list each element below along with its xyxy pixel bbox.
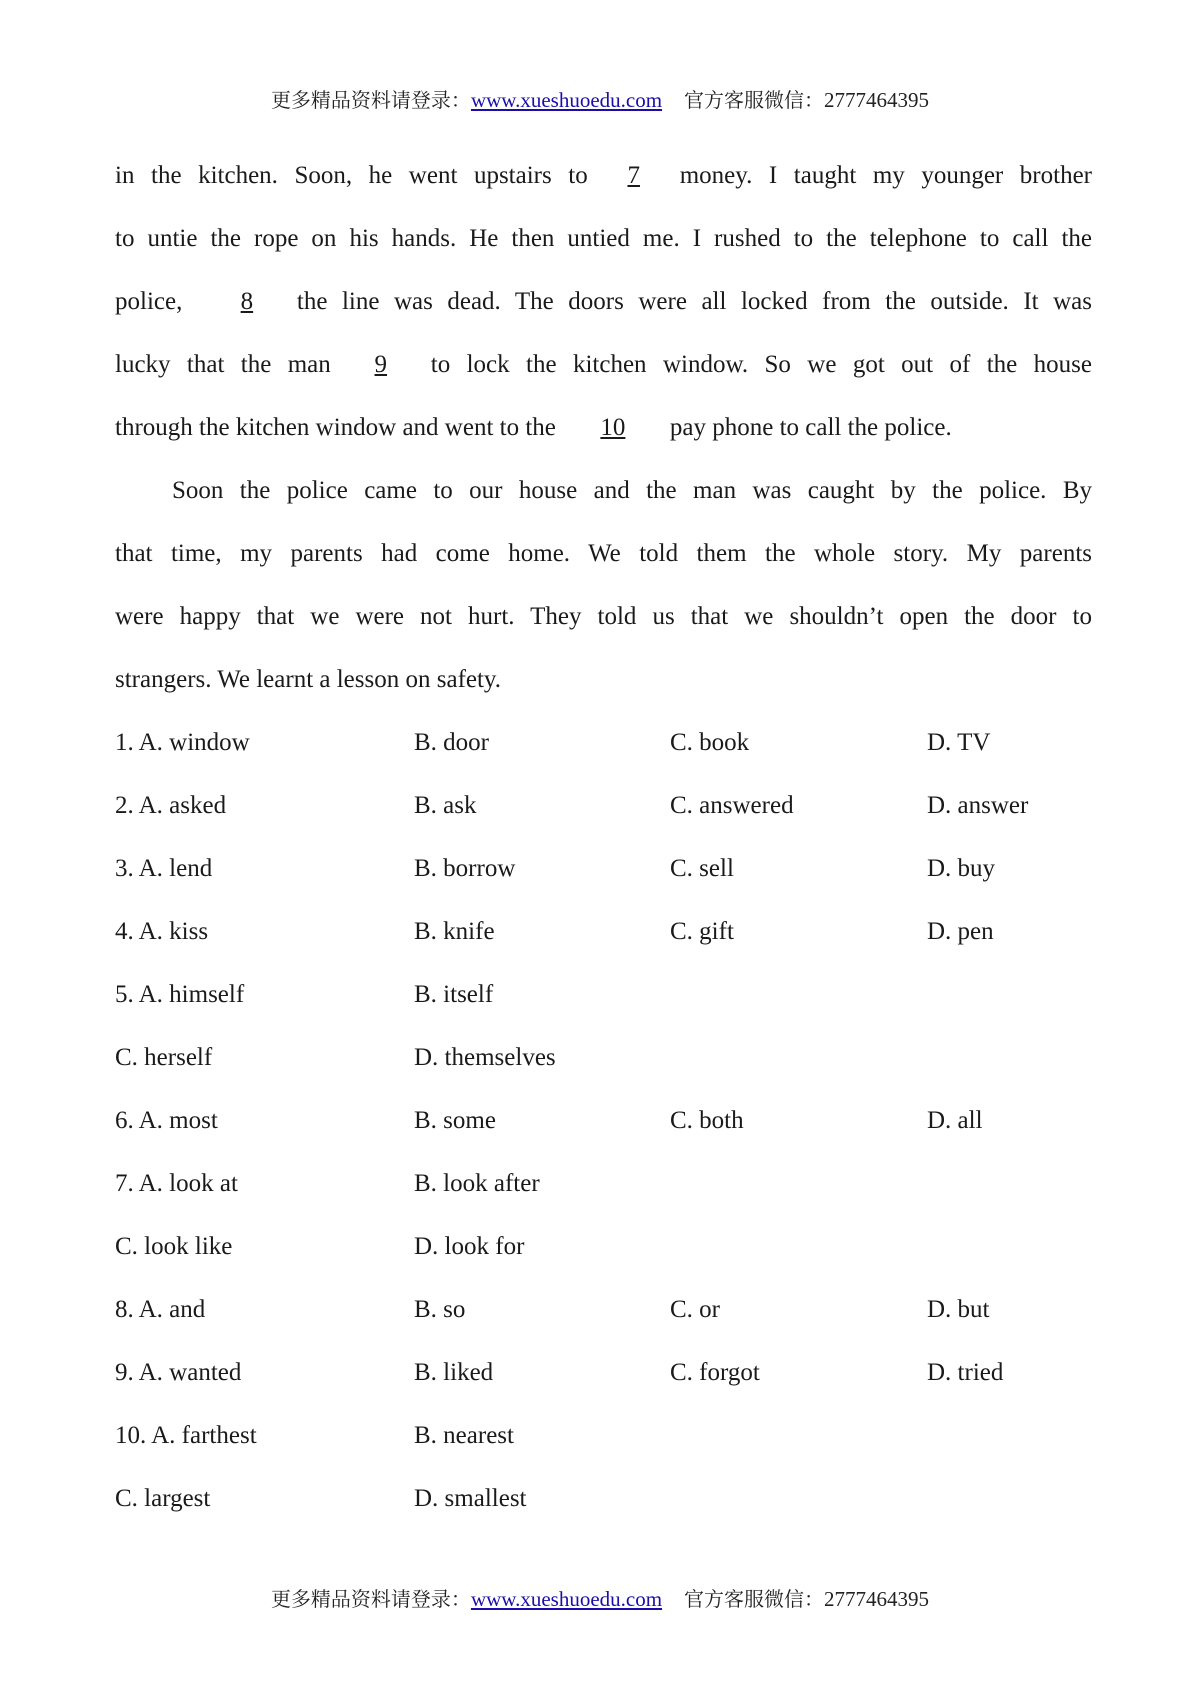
- footer-service-label: 官方客服微信：: [684, 1587, 825, 1611]
- option-item: 5. A. himself: [115, 981, 245, 1008]
- passage-line: lucky that the man 9 to lock the kitchen window. So we got out of the house: [115, 351, 1092, 378]
- option-row: [0, 1106, 1200, 1136]
- option-item: 7. A. look at: [115, 1170, 238, 1197]
- option-item: C. forgot: [670, 1359, 760, 1386]
- option-item: B. borrow: [414, 855, 516, 882]
- passage-line: that time, my parents had come home. We told them the whole story. My parents: [115, 540, 1092, 567]
- option-item: C. herself: [115, 1044, 213, 1071]
- option-item: 4. A. kiss: [115, 918, 209, 945]
- option-item: 1. A. window: [115, 729, 250, 756]
- option-item: C. sell: [670, 855, 734, 882]
- footer-service-id: 2777464395: [824, 1587, 930, 1611]
- passage-line: to untie the rope on his hands. He then untied me. I rushed to the telephone to call the: [115, 225, 1092, 252]
- passage-line: in the kitchen. Soon, he went upstairs to 7 money. I taught my younger brother: [115, 162, 1092, 189]
- option-item: 8. A. and: [115, 1296, 206, 1323]
- option-item: D. look for: [414, 1233, 525, 1260]
- passage-line: police, 8 the line was dead. The doors were all locked from the outside. It was: [115, 288, 1092, 315]
- option-item: C. or: [670, 1296, 720, 1323]
- option-row: [0, 791, 1200, 821]
- option-item: 2. A. asked: [115, 792, 227, 819]
- option-item: D. smallest: [414, 1485, 527, 1512]
- passage-line: strangers. We learnt a lesson on safety.: [115, 666, 502, 693]
- option-item: D. answer: [927, 792, 1029, 819]
- option-item: B. itself: [414, 981, 494, 1008]
- option-row: [0, 1232, 1200, 1262]
- option-row: [0, 917, 1200, 947]
- option-item: 10. A. farthest: [115, 1422, 257, 1449]
- option-item: C. look like: [115, 1233, 233, 1260]
- blank-9: 9: [374, 351, 388, 378]
- option-item: D. buy: [927, 855, 996, 882]
- option-row: [0, 1484, 1200, 1514]
- option-item: 9. A. wanted: [115, 1359, 242, 1386]
- footer-banner: [0, 1587, 1200, 1611]
- option-row: [0, 1295, 1200, 1325]
- option-item: C. gift: [670, 918, 734, 945]
- option-item: D. pen: [927, 918, 994, 945]
- header-service-id: 2777464395: [824, 88, 930, 112]
- option-row: [0, 1421, 1200, 1451]
- blank-10: 10: [600, 414, 626, 441]
- option-row: [0, 980, 1200, 1010]
- option-row: [0, 1358, 1200, 1388]
- option-item: C. largest: [115, 1485, 211, 1512]
- option-row: [0, 728, 1200, 758]
- blank-8: 8: [240, 288, 254, 315]
- option-item: 3. A. lend: [115, 855, 213, 882]
- passage-line: through the kitchen window and went to the 10 pay phone to call the police.: [115, 414, 952, 441]
- option-row: [0, 1043, 1200, 1073]
- header-prefix: 更多精品资料请登录：: [270, 88, 471, 112]
- option-item: B. liked: [414, 1359, 494, 1386]
- option-item: D. TV: [927, 729, 991, 756]
- option-item: B. ask: [414, 792, 477, 819]
- option-item: B. so: [414, 1296, 466, 1323]
- header-website-link[interactable]: www.xueshuoedu.com: [470, 88, 663, 112]
- header-banner: [0, 88, 1200, 112]
- footer-prefix: 更多精品资料请登录：: [270, 1587, 471, 1611]
- option-item: D. all: [927, 1107, 983, 1134]
- option-item: D. but: [927, 1296, 990, 1323]
- option-item: B. door: [414, 729, 489, 756]
- option-item: C. answered: [670, 792, 794, 819]
- option-item: B. nearest: [414, 1422, 514, 1449]
- blank-7: 7: [627, 162, 640, 189]
- option-item: D. tried: [927, 1359, 1004, 1386]
- option-item: B. some: [414, 1107, 496, 1134]
- option-item: B. knife: [414, 918, 495, 945]
- header-service-label: 官方客服微信：: [684, 88, 825, 112]
- option-item: 6. A. most: [115, 1107, 218, 1134]
- footer-website-link[interactable]: www.xueshuoedu.com: [470, 1587, 663, 1611]
- option-row: [0, 854, 1200, 884]
- option-item: C. book: [670, 729, 750, 756]
- passage-line: were happy that we were not hurt. They told us that we shouldn’t open the door to: [115, 603, 1092, 630]
- option-item: D. themselves: [414, 1044, 556, 1071]
- option-item: C. both: [670, 1107, 744, 1134]
- option-item: B. look after: [414, 1170, 540, 1197]
- option-row: [0, 1169, 1200, 1199]
- passage-line: Soon the police came to our house and the man was caught by the police. By: [172, 477, 1092, 504]
